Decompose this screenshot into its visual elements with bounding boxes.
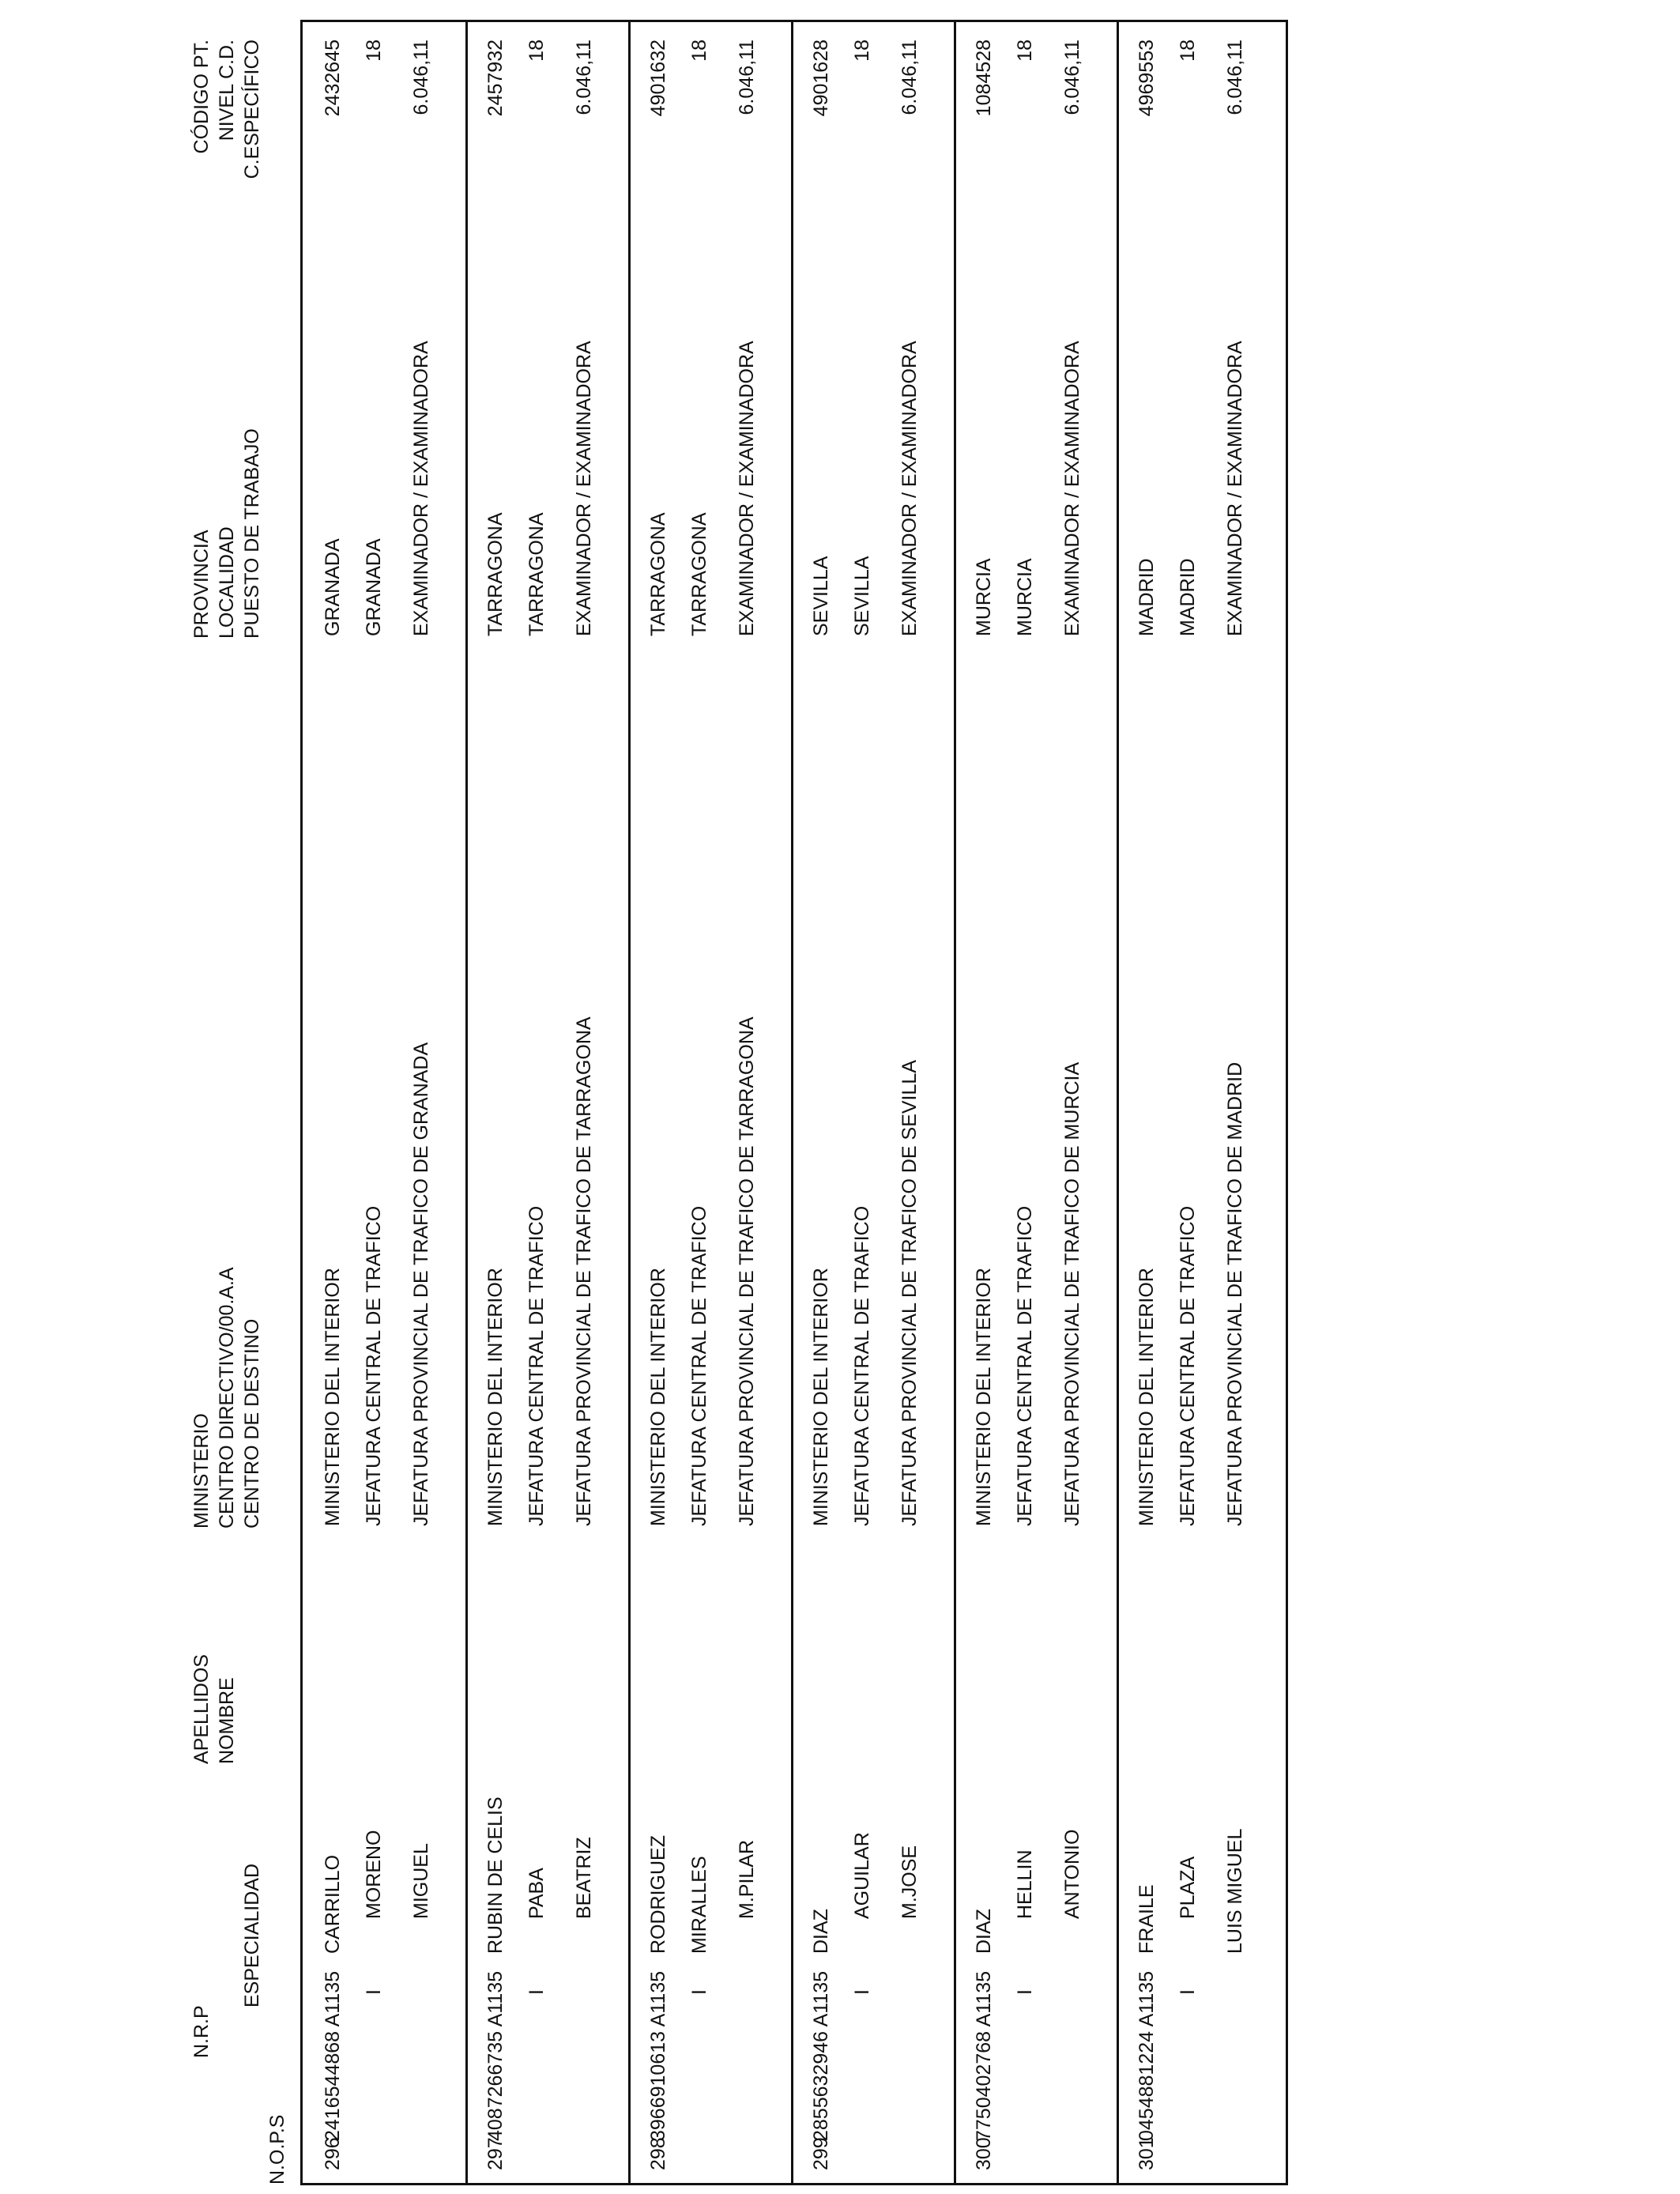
row-divider bbox=[954, 22, 956, 2183]
puesto-value: EXAMINADOR / EXAMINADORA bbox=[410, 341, 432, 636]
nrp-value: 0454881224 A1135 bbox=[1136, 1970, 1158, 2141]
codigo-value: 4901628 bbox=[810, 40, 832, 117]
nivel-value: 18 bbox=[525, 40, 548, 62]
apellido1-value: RODRIGUEZ bbox=[647, 1835, 669, 1954]
header-ministerio: MINISTERIO bbox=[190, 1413, 213, 1529]
localidad-value: GRANADA bbox=[363, 538, 385, 636]
nrp-value: 2416544868 A1135 bbox=[322, 1970, 344, 2141]
nrp-value: 4087266735 A1135 bbox=[484, 1970, 507, 2141]
provincia-value: GRANADA bbox=[322, 538, 344, 636]
header-centro-directivo: CENTRO DIRECTIVO/00.A.A bbox=[216, 1267, 238, 1529]
apellido2-value: PABA bbox=[525, 1868, 548, 1919]
nivel-value: 18 bbox=[1014, 40, 1036, 62]
apellido1-value: FRAILE bbox=[1136, 1884, 1158, 1954]
localidad-value: SEVILLA bbox=[851, 556, 873, 636]
table-row bbox=[303, 22, 465, 2183]
centro-directivo-value: JEFATURA CENTRAL DE TRAFICO bbox=[851, 1205, 873, 1526]
table-row bbox=[465, 22, 628, 2183]
centro-destino-value: JEFATURA PROVINCIAL DE TRAFICO DE MURCIA bbox=[1061, 1061, 1083, 1526]
especialidad-value: I bbox=[1177, 1989, 1199, 1995]
nombre-value: MIGUEL bbox=[410, 1843, 432, 1919]
ministerio-value: MINISTERIO DEL INTERIOR bbox=[647, 1268, 669, 1526]
ministerio-value: MINISTERIO DEL INTERIOR bbox=[322, 1268, 344, 1526]
especialidad-value: I bbox=[851, 1989, 873, 1995]
apellido1-value: RUBIN DE CELIS bbox=[484, 1796, 507, 1954]
nops-value: 299 bbox=[810, 2137, 832, 2170]
row-divider bbox=[791, 22, 793, 2183]
provincia-value: SEVILLA bbox=[810, 556, 832, 636]
nivel-value: 18 bbox=[851, 40, 873, 62]
centro-destino-value: JEFATURA PROVINCIAL DE TRAFICO DE SEVILLA bbox=[898, 1060, 921, 1526]
apellido2-value: PLAZA bbox=[1177, 1856, 1199, 1919]
nops-value: 301 bbox=[1136, 2137, 1158, 2170]
nivel-value: 18 bbox=[688, 40, 710, 62]
column-headers bbox=[192, 0, 295, 2194]
ministerio-value: MINISTERIO DEL INTERIOR bbox=[810, 1268, 832, 1526]
nombre-value: M.PILAR bbox=[736, 1839, 758, 1919]
centro-directivo-value: JEFATURA CENTRAL DE TRAFICO bbox=[1177, 1205, 1199, 1526]
apellido2-value: HELLIN bbox=[1014, 1849, 1036, 1919]
records-table bbox=[300, 20, 1288, 2185]
centro-directivo-value: JEFATURA CENTRAL DE TRAFICO bbox=[363, 1205, 385, 1526]
nops-value: 297 bbox=[484, 2137, 507, 2170]
nombre-value: ANTONIO bbox=[1061, 1829, 1083, 1919]
especifico-value: 6.046,11 bbox=[1061, 40, 1083, 115]
ministerio-value: MINISTERIO DEL INTERIOR bbox=[1136, 1268, 1158, 1526]
table-row bbox=[791, 22, 954, 2183]
provincia-value: TARRAGONA bbox=[647, 512, 669, 636]
provincia-value: TARRAGONA bbox=[484, 512, 507, 636]
header-provincia: PROVINCIA bbox=[190, 530, 213, 639]
puesto-value: EXAMINADOR / EXAMINADORA bbox=[898, 341, 921, 636]
nombre-value: M.JOSE bbox=[898, 1845, 921, 1919]
table-row bbox=[954, 22, 1117, 2183]
localidad-value: MADRID bbox=[1177, 558, 1199, 636]
puesto-value: EXAMINADOR / EXAMINADORA bbox=[1061, 341, 1083, 636]
header-especialidad: ESPECIALIDAD bbox=[241, 1863, 263, 2007]
table-row bbox=[628, 22, 791, 2183]
especifico-value: 6.046,11 bbox=[410, 40, 432, 115]
localidad-value: MURCIA bbox=[1014, 558, 1036, 636]
codigo-value: 1084528 bbox=[973, 40, 995, 117]
header-nrp: N.R.P bbox=[190, 2005, 213, 2058]
apellido2-value: AGUILAR bbox=[851, 1832, 873, 1919]
codigo-value: 4901632 bbox=[647, 40, 669, 117]
header-localidad: LOCALIDAD bbox=[216, 526, 238, 639]
especialidad-value: I bbox=[363, 1989, 385, 1995]
nops-value: 300 bbox=[973, 2137, 995, 2170]
especialidad-value: I bbox=[1014, 1989, 1036, 1995]
header-puesto: PUESTO DE TRABAJO bbox=[241, 428, 263, 639]
centro-directivo-value: JEFATURA CENTRAL DE TRAFICO bbox=[525, 1205, 548, 1526]
especifico-value: 6.046,11 bbox=[898, 40, 921, 115]
especifico-value: 6.046,11 bbox=[1224, 40, 1246, 115]
header-nivel: NIVEL C.D. bbox=[216, 40, 238, 141]
apellido1-value: DIAZ bbox=[973, 1909, 995, 1954]
codigo-value: 4969553 bbox=[1136, 40, 1158, 117]
provincia-value: MADRID bbox=[1136, 558, 1158, 636]
apellido1-value: DIAZ bbox=[810, 1909, 832, 1954]
header-especifico: C.ESPECÍFICO bbox=[241, 40, 263, 179]
nombre-value: BEATRIZ bbox=[573, 1837, 595, 1919]
header-nombre: NOMBRE bbox=[216, 1677, 238, 1764]
header-nops: N.O.P.S bbox=[266, 2114, 288, 2185]
table-row bbox=[1117, 22, 1279, 2183]
nivel-value: 18 bbox=[1177, 40, 1199, 62]
codigo-value: 2432645 bbox=[322, 40, 344, 117]
centro-destino-value: JEFATURA PROVINCIAL DE TRAFICO DE TARRAGONA bbox=[573, 1016, 595, 1526]
centro-directivo-value: JEFATURA CENTRAL DE TRAFICO bbox=[1014, 1205, 1036, 1526]
nrp-value: 3966910613 A1135 bbox=[647, 1970, 669, 2141]
codigo-value: 2457932 bbox=[484, 40, 507, 117]
nivel-value: 18 bbox=[363, 40, 385, 62]
apellido1-value: CARRILLO bbox=[322, 1854, 344, 1954]
centro-destino-value: JEFATURA PROVINCIAL DE TRAFICO DE TARRAGONA bbox=[736, 1016, 758, 1526]
ministerio-value: MINISTERIO DEL INTERIOR bbox=[973, 1268, 995, 1526]
ministerio-value: MINISTERIO DEL INTERIOR bbox=[484, 1268, 507, 1526]
puesto-value: EXAMINADOR / EXAMINADORA bbox=[736, 341, 758, 636]
especifico-value: 6.046,11 bbox=[736, 40, 758, 115]
row-divider bbox=[628, 22, 631, 2183]
puesto-value: EXAMINADOR / EXAMINADORA bbox=[1224, 341, 1246, 636]
header-codigo: CÓDIGO PT. bbox=[190, 40, 213, 154]
nrp-value: 7750402768 A1135 bbox=[973, 1970, 995, 2141]
centro-directivo-value: JEFATURA CENTRAL DE TRAFICO bbox=[688, 1205, 710, 1526]
nombre-value: LUIS MIGUEL bbox=[1224, 1828, 1246, 1954]
puesto-value: EXAMINADOR / EXAMINADORA bbox=[573, 341, 595, 636]
localidad-value: TARRAGONA bbox=[688, 512, 710, 636]
provincia-value: MURCIA bbox=[973, 558, 995, 636]
row-divider bbox=[465, 22, 468, 2183]
header-centro-destino: CENTRO DE DESTINO bbox=[241, 1318, 263, 1529]
nops-value: 296 bbox=[322, 2137, 344, 2170]
nrp-value: 2855632946 A1135 bbox=[810, 1970, 832, 2141]
especifico-value: 6.046,11 bbox=[573, 40, 595, 115]
localidad-value: TARRAGONA bbox=[525, 512, 548, 636]
centro-destino-value: JEFATURA PROVINCIAL DE TRAFICO DE GRANADA bbox=[410, 1042, 432, 1526]
especialidad-value: I bbox=[688, 1989, 710, 1995]
header-apellidos: APELLIDOS bbox=[190, 1654, 213, 1764]
apellido2-value: MIRALLES bbox=[688, 1856, 710, 1954]
apellido2-value: MORENO bbox=[363, 1830, 385, 1919]
row-divider bbox=[1117, 22, 1119, 2183]
nops-value: 298 bbox=[647, 2137, 669, 2170]
especialidad-value: I bbox=[525, 1989, 548, 1995]
centro-destino-value: JEFATURA PROVINCIAL DE TRAFICO DE MADRID bbox=[1224, 1061, 1246, 1526]
